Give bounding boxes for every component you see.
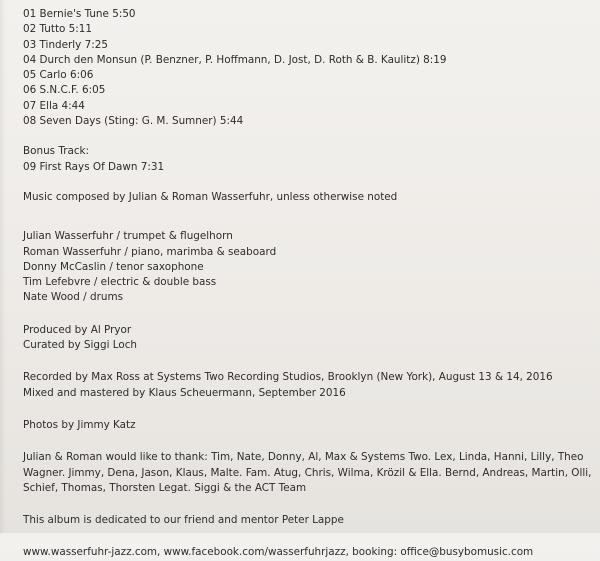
curator-credit: Curated by Siggi Loch xyxy=(23,339,138,352)
links-line: www.wasserfuhr-jazz.com, www.facebook.com/wasserfuhrjazz, booking: office@busybomusic.com xyxy=(23,546,534,559)
musician-item: Tim Lefebvre / electric & double bass xyxy=(23,276,217,289)
musician-item: Nate Wood / drums xyxy=(23,291,123,304)
track-item: 04 Durch den Monsun (P. Benzner, P. Hoffmann, D. Jost, D. Roth & B. Kaulitz) 8:19 xyxy=(23,53,447,66)
track-item: 06 S.N.C.F. 6:05 xyxy=(23,84,106,97)
track-item: 08 Seven Days (Sting: G. M. Sumner) 5:44 xyxy=(23,115,244,128)
mixing-credit: Mixed and mastered by Klaus Scheuermann, September 2016 xyxy=(23,386,346,399)
bonus-section xyxy=(23,144,588,175)
track-item: 02 Tutto 5:11 xyxy=(23,23,93,36)
thanks-line: Julian & Roman would like to thank: Tim, Nate, Donny, Al, Max & Systems Two. Lex, Linda, Hanni, Lilly, Theo xyxy=(23,451,584,464)
bonus-label: Bonus Track: xyxy=(23,145,90,158)
page-edge-shadow xyxy=(0,0,6,533)
composer-note: Music composed by Julian & Roman Wasserfuhr, unless otherwise noted xyxy=(23,190,398,203)
recording-credits xyxy=(23,370,588,401)
dedication: This album is dedicated to our friend and mentor Peter Lappe xyxy=(23,514,344,527)
photo-credit: Photos by Jimmy Katz xyxy=(23,418,136,431)
thanks-line: Schief, Thomas, Thorsten Legat. Siggi & the ACT Team xyxy=(23,481,307,494)
track-item: 07 Ella 4:44 xyxy=(23,99,85,112)
musician-item: Donny McCaslin / tenor saxophone xyxy=(23,260,204,273)
musician-list xyxy=(23,229,588,305)
thanks-section xyxy=(23,450,592,496)
recording-credit: Recorded by Max Ross at Systems Two Recording Studios, Brooklyn (New York), August 13 & 14, 2016 xyxy=(23,371,553,384)
production-credits xyxy=(23,323,588,354)
track-item: 05 Carlo 6:06 xyxy=(23,69,94,82)
track-item: 03 Tinderly 7:25 xyxy=(23,38,108,51)
musician-item: Julian Wasserfuhr / trumpet & flugelhorn xyxy=(23,230,233,243)
producer-credit: Produced by Al Pryor xyxy=(23,323,132,336)
bonus-track: 09 First Rays Of Dawn 7:31 xyxy=(23,160,165,173)
thanks-line: Wagner. Jimmy, Dena, Jason, Klaus, Malte. Fam. Atug, Chris, Wilma, Krözil & Ella. Bernd, Andreas, Martin, Olli, xyxy=(23,466,592,479)
track-list xyxy=(23,7,588,129)
musician-item: Roman Wasserfuhr / piano, marimba & seaboard xyxy=(23,245,277,258)
track-item: 01 Bernie's Tune 5:50 xyxy=(23,8,136,20)
